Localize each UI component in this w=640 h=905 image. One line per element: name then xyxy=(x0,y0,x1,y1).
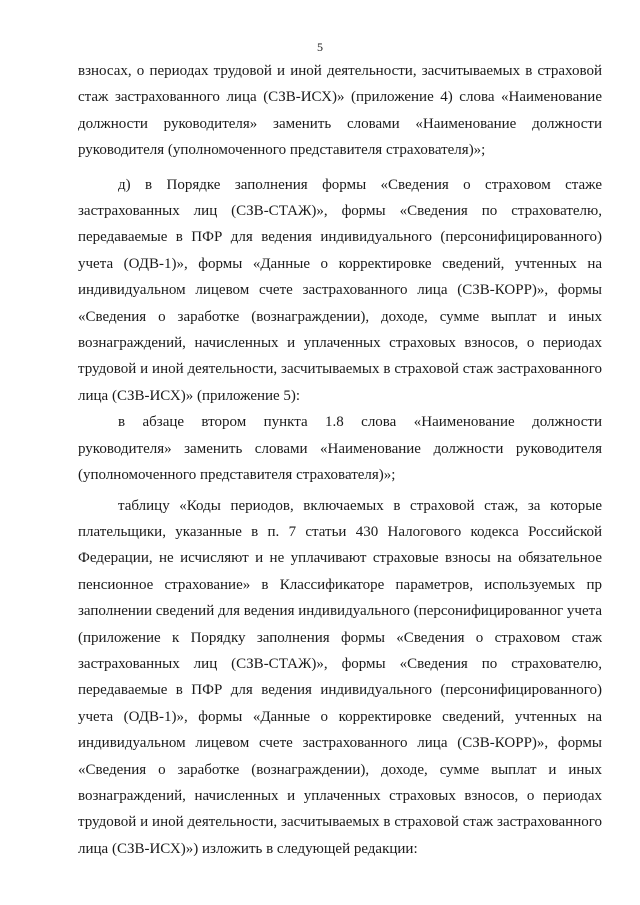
paragraph-table-codes: таблицу «Коды периодов, включаемых в страховой стаж, за которые плательщики, указанные в п. 7 статьи 430 Налогового кодекса Российской Федерации, не исчисляют и не уплачивают страховые взносы на обязательное пенсионное страхование» в Классификаторе параметров, используемых пр заполнении сведений для ведения индивидуального (персонифицированног учета (приложение к Порядку заполнения формы «Сведения о страховом стаж застрахованных лиц (СЗВ-СТАЖ)», формы «Сведения по страхователю, передаваемые в ПФР для ведения индивидуального (персонифицированного) учета (ОДВ-1)», формы «Данные о корректировке сведений, учтенных на индивидуальном лицевом счете застрахованного лица (СЗВ-КОРР)», формы «Сведения о заработке (вознаграждении), доходе, сумме выплат и иных вознаграждений, начисленных и уплаченных страховых взносов, о периодах трудовой и иной деятельности, засчитываемых в страховой стаж застрахованного лица (СЗВ-ИСХ)») изложить в следующей редакции: xyxy=(78,497,602,857)
paragraph-item-d: д) в Порядке заполнения формы «Сведения о страховом стаже застрахованных лиц (СЗВ-СТАЖ)», формы «Сведения по страхователю, передаваемые в ПФР для ведения индивидуального (персонифицированного) учета (ОДВ-1)», формы «Данные о корректировке сведений, учтенных на индивидуальном лицевом счете застрахованного лица (СЗВ-КОРР)», формы «Сведения о заработке (вознаграждении), доходе, сумме выплат и иных вознаграждений, начисленных и уплаченных страховых взносов, о периодах трудовой и иной деятельности, засчитываемых в страховой стаж застрахованного лица (СЗВ-ИСХ)» (приложение 5): xyxy=(78,176,602,404)
document-body xyxy=(78,58,602,862)
paragraph-continuation: взносах, о периодах трудовой и иной деятельности, засчитываемых в страховой стаж застрахованного лица (СЗВ-ИСХ)» (приложение 4) слова «Наименование должности руководителя» заменить словами «Наименование должности руководителя (уполномоченного представителя страхователя)»; xyxy=(78,63,602,159)
paragraph-section-1-8: в абзаце втором пункта 1.8 слова «Наименование должности руководителя» заменить словами «Наименование должности руководителя (уполномоченного представителя страхователя)»; xyxy=(78,414,602,484)
page-number: 5 xyxy=(317,40,323,54)
